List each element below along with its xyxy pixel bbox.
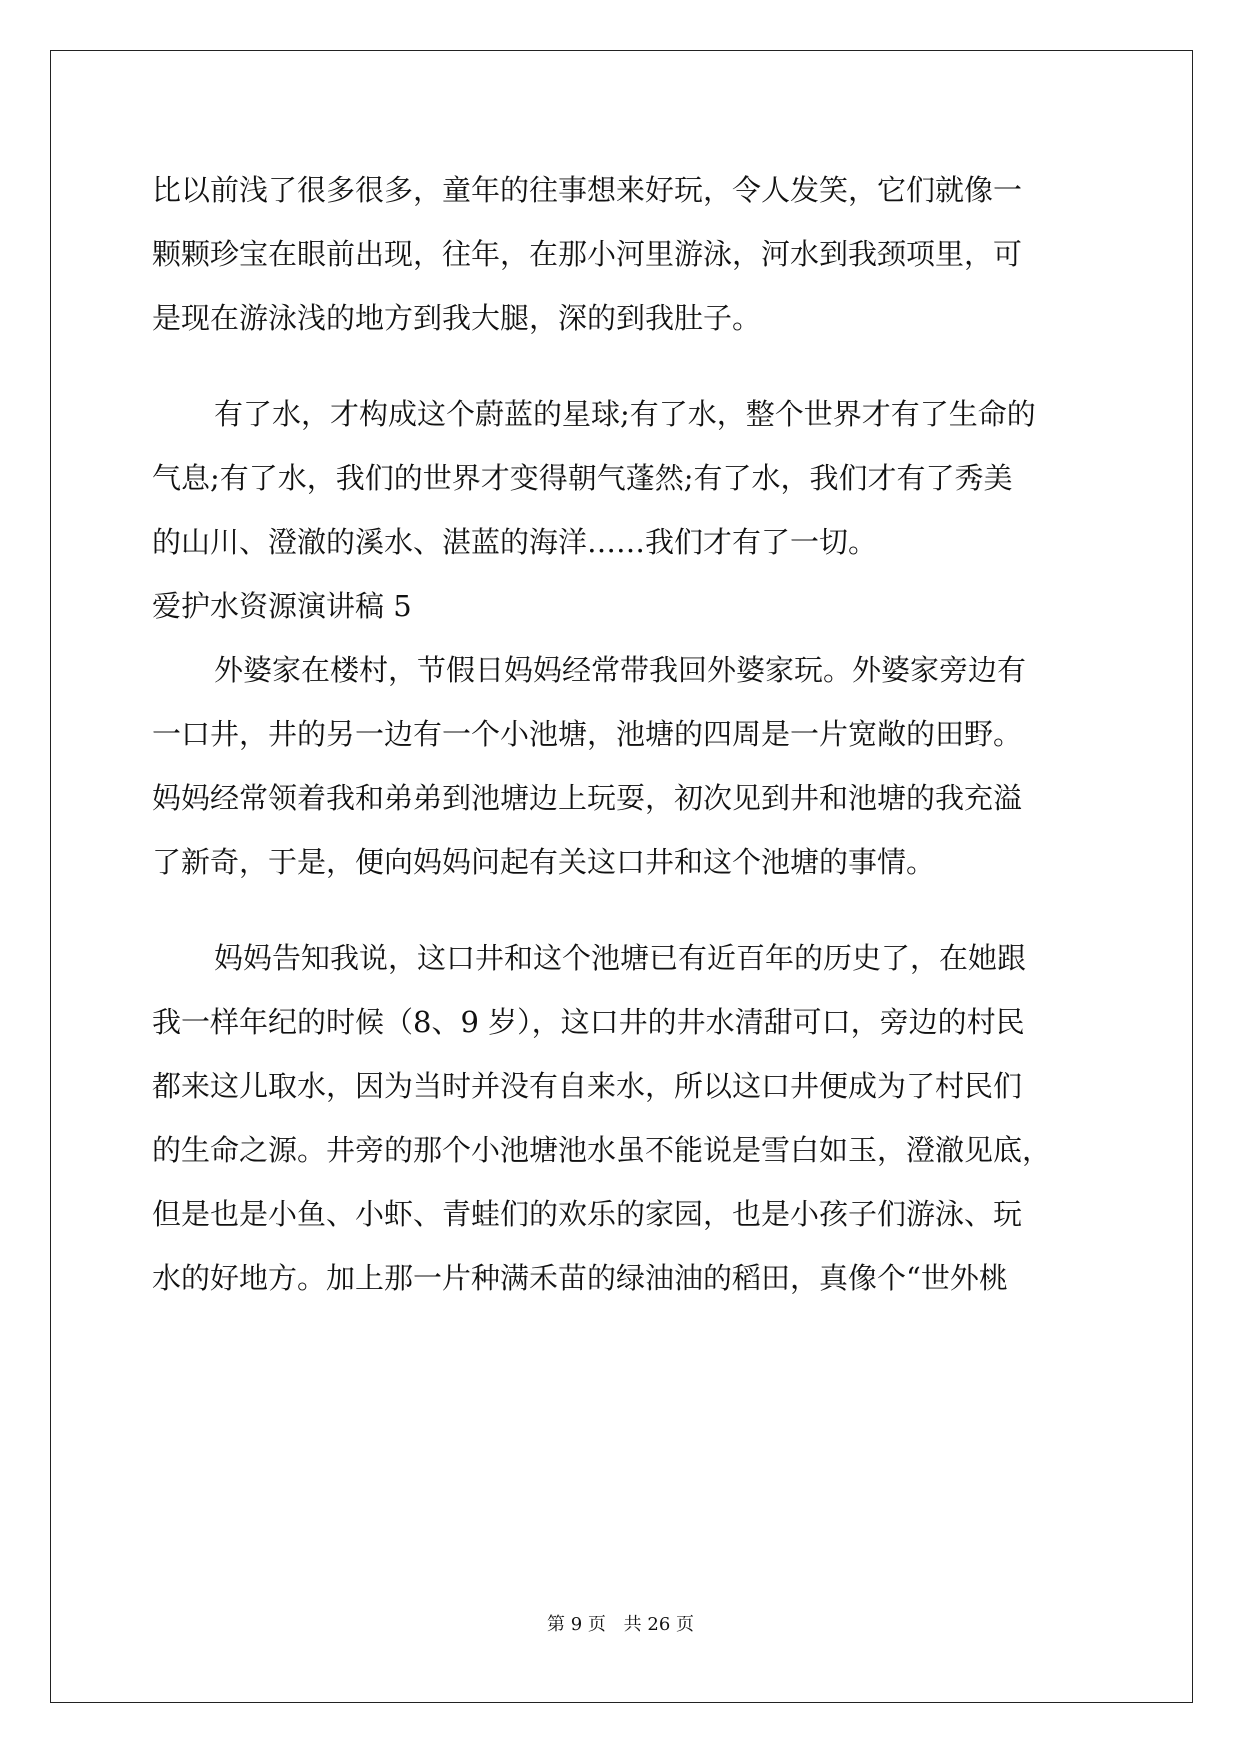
text-line: 气息;有了水，我们的世界才变得朝气蓬然;有了水，我们才有了秀美 [152,461,1013,495]
text-line: 的生命之源。井旁的那个小池塘池水虽不能说是雪白如玉，澄澈见底， [152,1133,1052,1167]
text-line: 妈妈经常领着我和弟弟到池塘边上玩耍，初次见到井和池塘的我充溢 [152,781,1023,815]
page-number: 第 9 页 [547,1614,606,1635]
text-line: 外婆家在楼村，节假日妈妈经常带我回外婆家玩。外婆家旁边有 [214,653,1027,687]
paragraph-2 [152,382,1112,574]
page-total: 共 26 页 [623,1614,694,1635]
document-body [152,158,1112,1310]
text-line: 的山川、澄澈的溪水、湛蓝的海洋……我们才有了一切。 [152,525,878,559]
page-footer [0,1610,1241,1636]
paragraph-4 [152,926,1112,1310]
text-line: 颗颗珍宝在眼前出现，往年，在那小河里游泳，河水到我颈项里，可 [152,237,1023,271]
text-line: 了新奇，于是，便向妈妈问起有关这口井和这个池塘的事情。 [152,845,936,879]
text-line: 我一样年纪的时候（8、9 岁），这口井的井水清甜可口，旁边的村民 [152,1005,1025,1039]
paragraph-1 [152,158,1112,350]
text-line: 一口井，井的另一边有一个小池塘，池塘的四周是一片宽敞的田野。 [152,717,1023,751]
text-line: 都来这儿取水，因为当时并没有自来水，所以这口井便成为了村民们 [152,1069,1023,1103]
paragraph-3 [152,638,1112,894]
section-heading: 爱护水资源演讲稿 5 [152,589,412,623]
text-line: 但是也是小鱼、小虾、青蛙们的欢乐的家园，也是小孩子们游泳、玩 [152,1197,1023,1231]
text-line: 妈妈告知我说，这口井和这个池塘已有近百年的历史了，在她跟 [214,941,1027,975]
text-line: 有了水，才构成这个蔚蓝的星球;有了水，整个世界才有了生命的 [214,397,1036,431]
text-line: 比以前浅了很多很多，童年的往事想来好玩，令人发笑，它们就像一 [152,173,1023,207]
text-line: 是现在游泳浅的地方到我大腿，深的到我肚子。 [152,301,762,335]
text-line: 水的好地方。加上那一片种满禾苗的绿油油的稻田，真像个“世外桃 [152,1261,1008,1295]
